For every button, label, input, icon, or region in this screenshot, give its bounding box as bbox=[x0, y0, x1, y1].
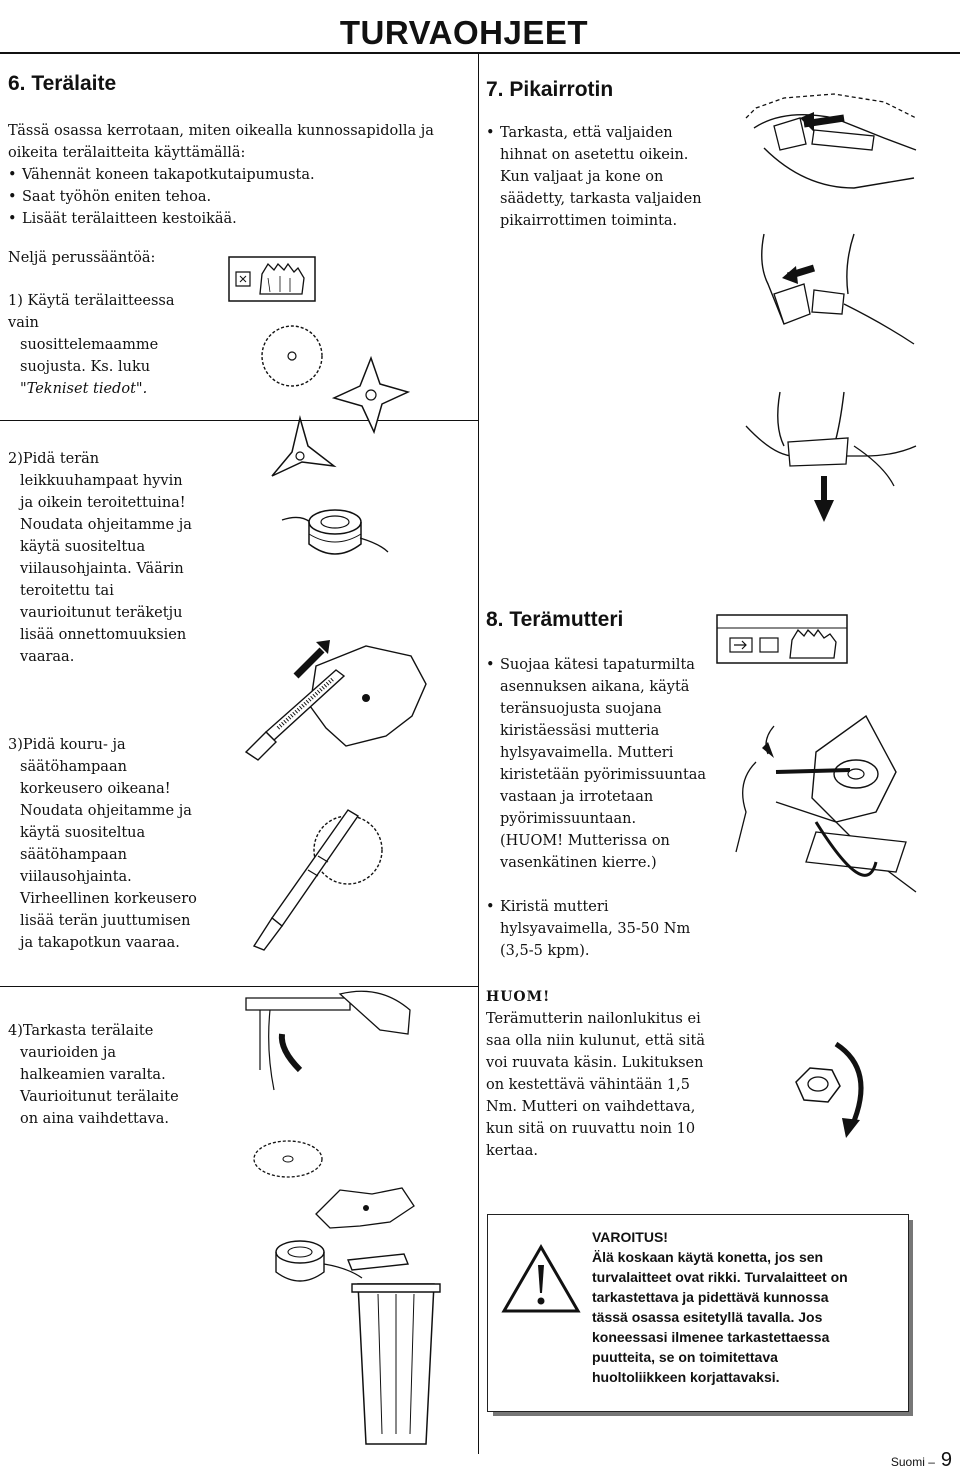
bullet-line: asennuksen aikana, käytä bbox=[500, 679, 690, 695]
bullet-line: hylsyavaimella, 35-50 Nm bbox=[500, 921, 691, 937]
bullet-line: hihnat on asetettu oikein. bbox=[500, 147, 689, 163]
rule-line: Käytä terälaitteessa vain bbox=[8, 293, 175, 331]
section8-bullet-2: • Kiristä mutteri hylsyavaimella, 35-50 Nm (3,5-5 kpm). bbox=[486, 896, 716, 962]
rule-line: ja takapotkun vaaraa. bbox=[20, 935, 180, 951]
glove-icon bbox=[716, 614, 850, 666]
rule-line: viilausohjainta. Väärin bbox=[20, 561, 184, 577]
rule-line: "Tekniset tiedot". bbox=[20, 381, 148, 397]
column-divider bbox=[478, 54, 479, 1454]
list-item: • Vähennät koneen takapotkutaipumusta. bbox=[8, 164, 468, 186]
grass-blade-icon bbox=[262, 414, 338, 490]
warning-line: Älä koskaan käytä konetta, jos sen bbox=[592, 1249, 824, 1265]
rule-line: lisää terän juuttumisen bbox=[20, 913, 191, 929]
harness-icon bbox=[744, 386, 920, 536]
rule-line: Pidä kouru- ja bbox=[22, 737, 126, 753]
bullet-line: pyörimissuuntaan. bbox=[500, 811, 637, 827]
file-icon bbox=[236, 636, 436, 766]
depth-gauge-icon bbox=[248, 800, 388, 950]
warning-line: tarkastettava ja pidettävä kunnossa bbox=[592, 1289, 829, 1305]
list-item: • Lisäät terälaitteen kestoikää. bbox=[8, 208, 468, 230]
bullet-line: säädetty, tarkasta valjaiden bbox=[500, 191, 702, 207]
section6-intro bbox=[8, 120, 468, 230]
note-line: kun sitä on ruuvattu noin 10 bbox=[486, 1121, 696, 1137]
bullet-line: Kiristä mutteri bbox=[500, 899, 609, 915]
bullet-line: Kun valjaat ja kone on bbox=[500, 169, 664, 185]
rule-line: leikkuuhampaat hyvin bbox=[20, 473, 183, 489]
warning-line: koneessasi ilmenee tarkastettaessa bbox=[592, 1329, 830, 1345]
rule-line: korkeusero oikeana! bbox=[20, 781, 171, 797]
section7-heading: 7. Pikairrotin bbox=[486, 78, 614, 101]
rule-line: viilausohjainta. bbox=[20, 869, 132, 885]
grass-blade-icon bbox=[310, 1184, 420, 1232]
header-rule bbox=[0, 52, 960, 54]
bullet-line: kiristäessäsi mutteria bbox=[500, 723, 660, 739]
rule-line: käytä suositeltua bbox=[20, 539, 146, 555]
bullet-line: (HUOM! Mutterissa on bbox=[500, 833, 670, 849]
note-line: saa olla niin kulunut, että sitä bbox=[486, 1033, 706, 1049]
page-number: 9 bbox=[940, 1449, 952, 1471]
grass-blade-icon bbox=[330, 354, 412, 436]
warning-box bbox=[487, 1214, 909, 1412]
nut-icon bbox=[780, 1030, 880, 1146]
bullet-line: hylsyavaimella. Mutteri bbox=[500, 745, 674, 761]
note-title: HUOM! bbox=[486, 989, 551, 1005]
section8-heading: 8. Terämutteri bbox=[486, 608, 624, 631]
rule-line: säätöhampaan bbox=[20, 847, 127, 863]
warning-line: puutteita, se on toimitettava bbox=[592, 1349, 778, 1365]
warning-line: huoltoliikkeen korjattavaksi. bbox=[592, 1369, 780, 1385]
section6-bullet-list bbox=[8, 164, 468, 230]
warning-text bbox=[592, 1227, 892, 1387]
rule-line: Noudata ohjeitamme ja bbox=[20, 517, 192, 533]
harness-icon bbox=[744, 224, 920, 344]
page-footer bbox=[891, 1449, 952, 1472]
rule-line: suosittelemaamme bbox=[20, 337, 159, 353]
rule-number: 2) bbox=[8, 451, 23, 467]
bullet-line: pikairrottimen toiminta. bbox=[500, 213, 678, 229]
rule-number: 4) bbox=[8, 1023, 23, 1039]
note-line: kertaa. bbox=[486, 1143, 539, 1159]
rule-line: suojusta. Ks. luku bbox=[20, 359, 151, 375]
harness-icon bbox=[744, 78, 920, 198]
rule-line: Virheellinen korkeusero bbox=[20, 891, 197, 907]
warning-triangle-icon bbox=[502, 1245, 580, 1313]
saw-blade-icon bbox=[250, 1134, 326, 1184]
section8-note bbox=[486, 986, 726, 1162]
rule-line: säätöhampaan bbox=[20, 759, 127, 775]
note-line: Nm. Mutteri on vaihdettava, bbox=[486, 1099, 696, 1115]
rule-number: 3) bbox=[8, 737, 23, 753]
note-line: voi ruuvata käsin. Lukituksen bbox=[486, 1055, 704, 1071]
rules-intro: Neljä perussääntöä: bbox=[8, 250, 156, 266]
bullet-line: vasenkätinen kierre.) bbox=[500, 855, 657, 871]
rule-line: vaaraa. bbox=[20, 649, 75, 665]
nut-tightening-icon bbox=[716, 712, 926, 902]
rule-2 bbox=[8, 448, 208, 668]
trimmer-head-icon bbox=[280, 500, 390, 570]
rule-number: 1) bbox=[8, 293, 23, 309]
section8-bullet-1: • Suojaa kätesi tapaturmilta asennuksen aikana, käytä teränsuojusta suojana kiristäessäsi mutteria hylsyavaimella. Mutteri kiristetään pyörimissuuntaa vastaan ja irrotetaan pyörimissuuntaan. (HUOM! Mutterissa on vasenkätinen kierre.) bbox=[486, 654, 716, 874]
list-item: • Saat työhön eniten tehoa. bbox=[8, 186, 468, 208]
section7-bullet: • Tarkasta, että valjaiden hihnat on asetettu oikein. Kun valjaat ja kone on säädetty, tarkasta valjaiden pikairrottimen toiminta. bbox=[486, 122, 726, 232]
saw-blade-icon bbox=[258, 322, 326, 390]
bullet-line: vastaan ja irrotetaan bbox=[500, 789, 654, 805]
rule-3 bbox=[8, 734, 208, 954]
bullet-line: teränsuojusta suojana bbox=[500, 701, 662, 717]
rule-line: lisää onnettomuuksien bbox=[20, 627, 187, 643]
rule-line: Noudata ohjeitamme ja bbox=[20, 803, 192, 819]
bullet-line: kiristetään pyörimissuuntaa bbox=[500, 767, 707, 783]
rule-line: Pidä terän bbox=[22, 451, 100, 467]
rule-line: halkeamien varalta. bbox=[20, 1067, 166, 1083]
note-line: on kestettävä vähintään 1,5 bbox=[486, 1077, 690, 1093]
rule-divider bbox=[0, 986, 478, 987]
rule-line: Tarkasta terälaite bbox=[22, 1023, 154, 1039]
note-line: Terämutterin nailonlukitus ei bbox=[486, 1011, 701, 1027]
bullet-line: Suojaa kätesi tapaturmilta bbox=[500, 657, 695, 673]
rule-line: ja oikein teroitettuina! bbox=[20, 495, 186, 511]
rule-line: vaurioitunut teräketju bbox=[20, 605, 183, 621]
section6-intro-text: Tässä osassa kerrotaan, miten oikealla kunnossapidolla ja oikeita terälaitteita käyttämällä: bbox=[8, 123, 434, 161]
blade-inspection-icon bbox=[240, 990, 440, 1130]
rule-line: käytä suositeltua bbox=[20, 825, 146, 841]
trash-can-icon bbox=[344, 1254, 454, 1454]
rule-line: on aina vaihdettava. bbox=[20, 1111, 169, 1127]
rule-4 bbox=[8, 1020, 208, 1130]
rule-line: Vaurioitunut terälaite bbox=[20, 1089, 179, 1105]
glove-icon bbox=[228, 256, 318, 304]
rule-1 bbox=[8, 290, 208, 400]
warning-line: tässä osassa esitetyllä tavalla. Jos bbox=[592, 1309, 823, 1325]
section6-heading: 6. Terälaite bbox=[8, 72, 117, 95]
rule-line: vaurioiden ja bbox=[20, 1045, 117, 1061]
bullet-line: (3,5-5 kpm). bbox=[500, 943, 590, 959]
warning-line: turvalaitteet ovat rikki. Turvalaitteet on bbox=[592, 1269, 848, 1285]
bullet-line: Tarkasta, että valjaiden bbox=[500, 125, 673, 141]
warning-title: VAROITUS! bbox=[592, 1229, 668, 1245]
rule-line: teroitettu tai bbox=[20, 583, 114, 599]
footer-language: Suomi – bbox=[890, 1455, 935, 1469]
page-title: TURVAOHJEET bbox=[339, 14, 588, 51]
